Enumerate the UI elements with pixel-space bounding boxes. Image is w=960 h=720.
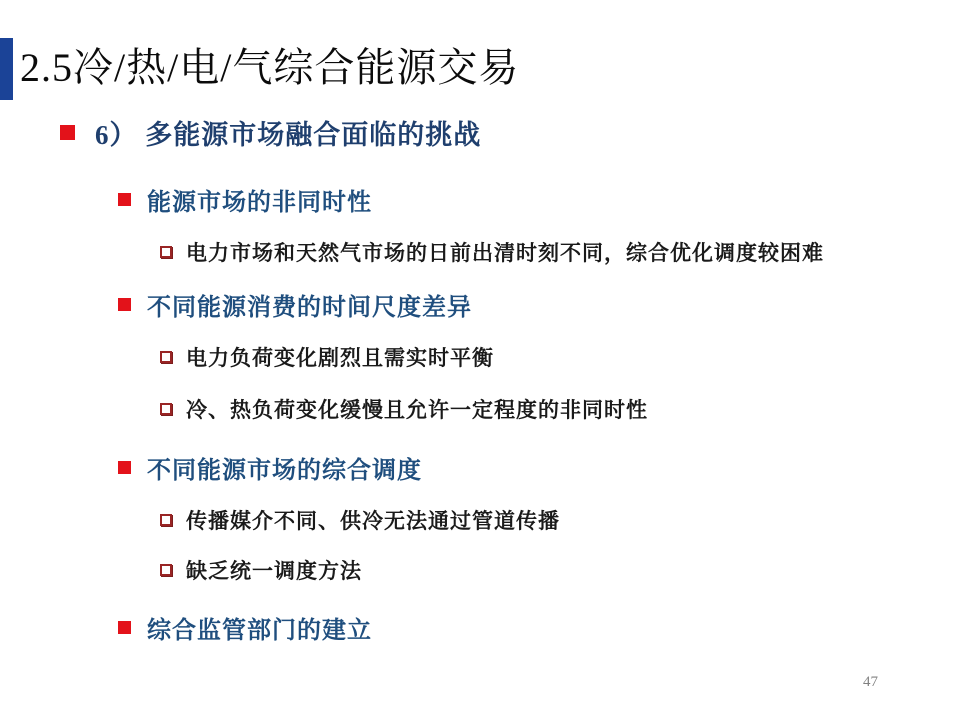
subheading-label: 不同能源市场的综合调度 xyxy=(147,457,422,484)
filled-square-bullet-icon xyxy=(118,298,131,311)
page-number: 47 xyxy=(863,674,878,690)
heading-row xyxy=(60,116,481,148)
subheading-label: 不同能源消费的时间尺度差异 xyxy=(147,294,472,321)
subheading-row xyxy=(118,184,372,214)
bullet-item-row xyxy=(160,556,362,584)
heading-label: 6） 多能源市场融合面临的挑战 xyxy=(95,119,482,150)
hollow-square-bullet-icon xyxy=(160,514,172,526)
bullet-item-label: 传播媒介不同、供冷无法通过管道传播 xyxy=(186,509,560,533)
bullet-item-row xyxy=(160,343,494,371)
bullet-item-label: 冷、热负荷变化缓慢且允许一定程度的非同时性 xyxy=(186,398,648,422)
filled-square-bullet-icon xyxy=(118,621,131,634)
bullet-item-label: 电力市场和天然气市场的日前出清时刻不同，综合优化调度较困难 xyxy=(186,241,824,265)
hollow-square-bullet-icon xyxy=(160,246,172,258)
bullet-item-row xyxy=(160,238,824,266)
bullet-item-label: 电力负荷变化剧烈且需实时平衡 xyxy=(186,346,494,370)
bullet-item-row xyxy=(160,506,560,534)
filled-square-bullet-icon xyxy=(60,125,75,140)
filled-square-bullet-icon xyxy=(118,193,131,206)
hollow-square-bullet-icon xyxy=(160,564,172,576)
subheading-row xyxy=(118,289,472,319)
subheading-row xyxy=(118,612,372,642)
title-accent-bar xyxy=(0,38,13,100)
subheading-label: 综合监管部门的建立 xyxy=(147,617,372,644)
bullet-item-row xyxy=(160,395,648,423)
subheading-label: 能源市场的非同时性 xyxy=(147,189,372,216)
bullet-item-label: 缺乏统一调度方法 xyxy=(186,559,362,583)
hollow-square-bullet-icon xyxy=(160,351,172,363)
slide-title: 2.5冷/热/电/气综合能源交易 xyxy=(20,45,520,90)
hollow-square-bullet-icon xyxy=(160,403,172,415)
filled-square-bullet-icon xyxy=(118,461,131,474)
subheading-row xyxy=(118,452,422,482)
